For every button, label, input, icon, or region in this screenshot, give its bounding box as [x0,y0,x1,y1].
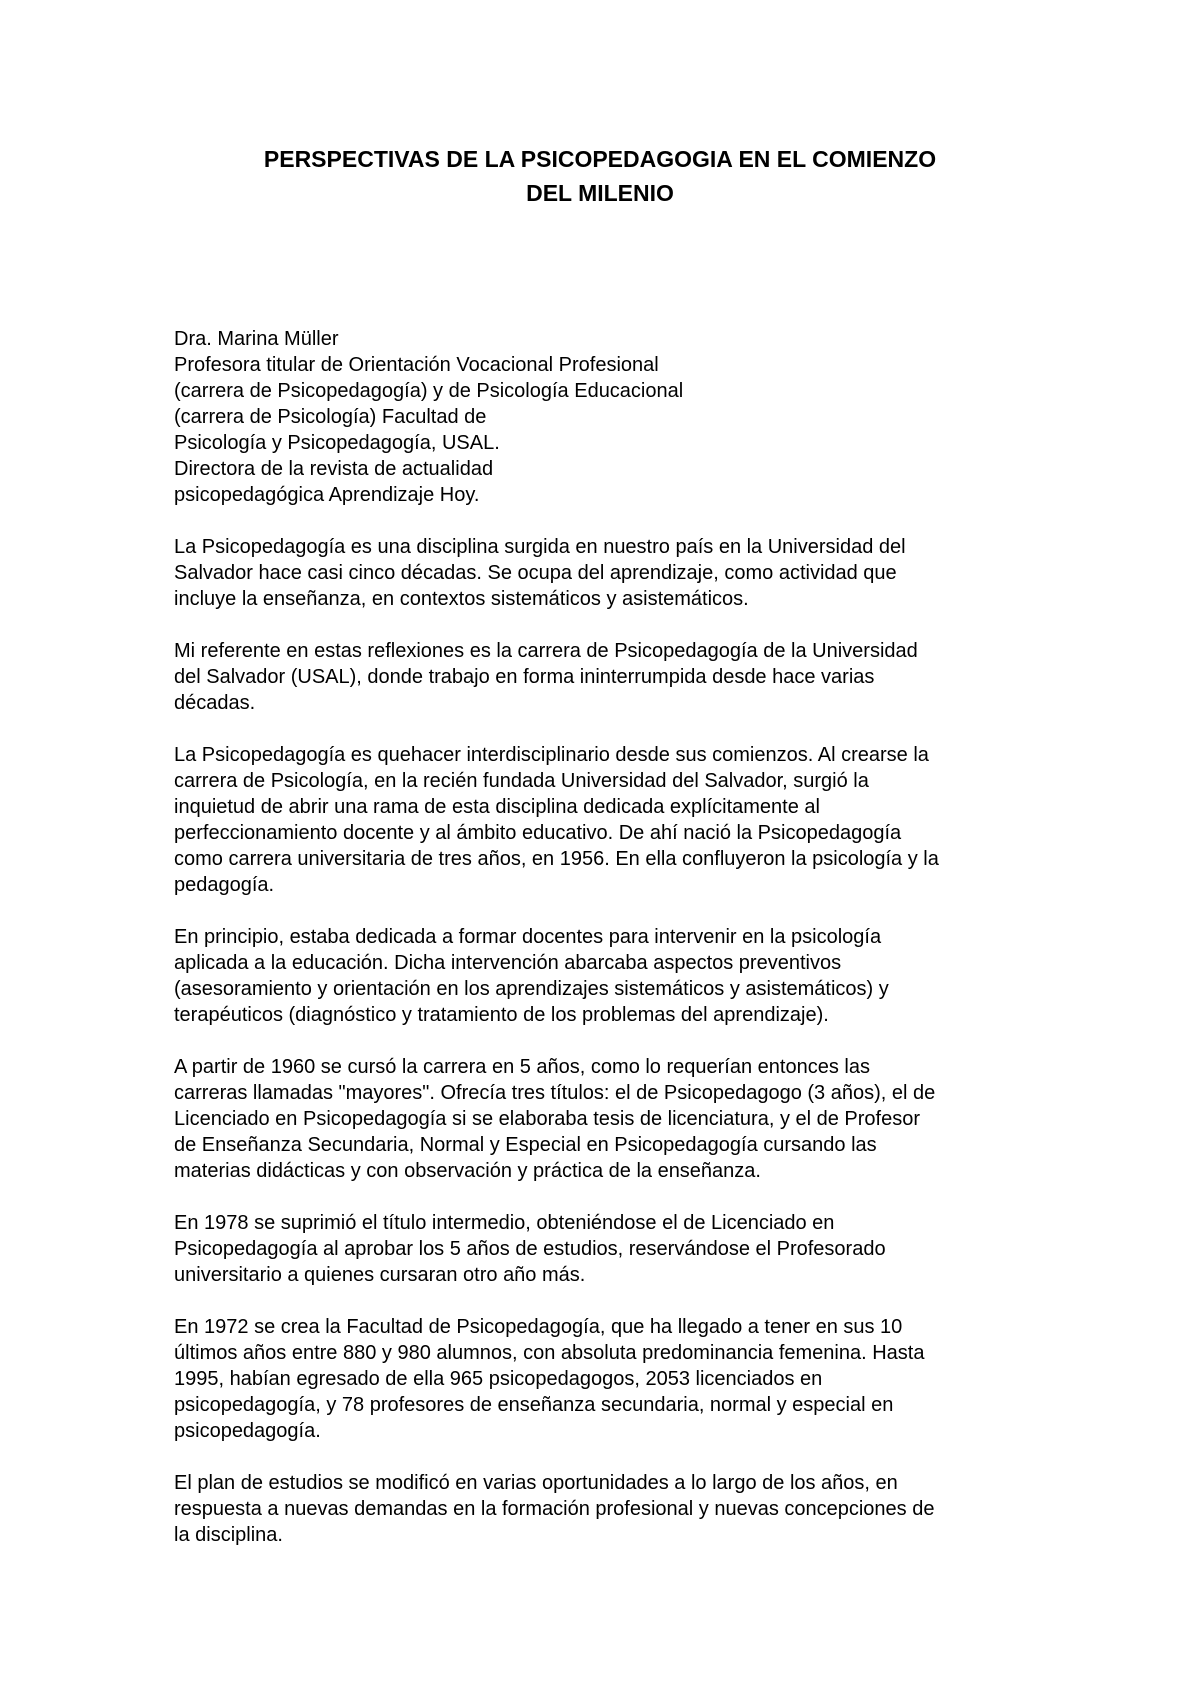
paragraph [174,1470,1054,1548]
text-line: Licenciado en Psicopedagogía si se elaboraba tesis de licenciatura, y el de Profesor [174,1108,921,1130]
text-line: materias didácticas y con observación y práctica de la enseñanza. [174,1160,761,1182]
text-line: psicopedagogía, y 78 profesores de enseñanza secundaria, normal y especial en [174,1394,894,1416]
text-line: aplicada a la educación. Dicha intervención abarcaba aspectos preventivos [174,952,842,974]
paragraph [174,1054,1054,1184]
document-body [174,326,1054,1574]
text-line: del Salvador (USAL), donde trabajo en forma ininterrumpida desde hace varias [174,666,875,688]
text-line: En 1978 se suprimió el título intermedio, obteniéndose el de Licenciado en [174,1212,835,1234]
author-name: Dra. Marina Müller [174,328,339,350]
author-affiliation-line: psicopedagógica Aprendizaje Hoy. [174,484,480,506]
paragraph [174,742,1054,898]
paragraph [174,638,1054,716]
paragraph [174,924,1054,1028]
text-line: 1995, habían egresado de ella 965 psicopedagogos, 2053 licenciados en [174,1368,823,1390]
author-affiliation-line: (carrera de Psicología) Facultad de [174,406,487,428]
text-line: la disciplina. [174,1524,283,1546]
text-line: inquietud de abrir una rama de esta disciplina dedicada explícitamente al [174,796,820,818]
author-affiliation-line: Profesora titular de Orientación Vocacional Profesional [174,354,659,376]
text-line: psicopedagogía. [174,1420,321,1442]
text-line: Psicopedagogía al aprobar los 5 años de estudios, reservándose el Profesorado [174,1238,886,1260]
text-line: En principio, estaba dedicada a formar docentes para intervenir en la psicología [174,926,882,948]
document-title [150,142,1050,210]
text-line: incluye la enseñanza, en contextos sistemáticos y asistemáticos. [174,588,749,610]
text-line: En 1972 se crea la Facultad de Psicopedagogía, que ha llegado a tener en sus 10 [174,1316,903,1338]
text-line: últimos años entre 880 y 980 alumnos, con absoluta predominancia femenina. Hasta [174,1342,925,1364]
text-line: A partir de 1960 se cursó la carrera en 5 años, como lo requerían entonces las [174,1056,870,1078]
text-line: carrera de Psicología, en la recién fundada Universidad del Salvador, surgió la [174,770,869,792]
text-line: universitario a quienes cursaran otro año más. [174,1264,586,1286]
text-line: La Psicopedagogía es una disciplina surgida en nuestro país en la Universidad del [174,536,906,558]
text-line: respuesta a nuevas demandas en la formación profesional y nuevas concepciones de [174,1498,935,1520]
text-line: Mi referente en estas reflexiones es la carrera de Psicopedagogía de la Universidad [174,640,918,662]
author-affiliation-line: (carrera de Psicopedagogía) y de Psicología Educacional [174,380,684,402]
paragraph [174,1210,1054,1288]
text-line: como carrera universitaria de tres años, en 1956. En ella confluyeron la psicología y la [174,848,939,870]
title-line: DEL MILENIO [526,180,674,206]
paragraph [174,534,1054,612]
paragraph [174,1314,1054,1444]
text-line: carreras llamadas "mayores". Ofrecía tres títulos: el de Psicopedagogo (3 años), el de [174,1082,936,1104]
author-affiliation-line: Psicología y Psicopedagogía, USAL. [174,432,500,454]
title-line: PERSPECTIVAS DE LA PSICOPEDAGOGIA EN EL COMIENZO [263,146,937,172]
text-line: El plan de estudios se modificó en varias oportunidades a lo largo de los años, en [174,1472,898,1494]
text-line: terapéuticos (diagnóstico y tratamiento de los problemas del aprendizaje). [174,1004,829,1026]
text-line: perfeccionamiento docente y al ámbito educativo. De ahí nació la Psicopedagogía [174,822,902,844]
author-info [174,326,1054,508]
text-line: La Psicopedagogía es quehacer interdisciplinario desde sus comienzos. Al crearse la [174,744,929,766]
text-line: Salvador hace casi cinco décadas. Se ocupa del aprendizaje, como actividad que [174,562,897,584]
text-line: décadas. [174,692,256,714]
text-line: de Enseñanza Secundaria, Normal y Especial en Psicopedagogía cursando las [174,1134,877,1156]
text-line: (asesoramiento y orientación en los aprendizajes sistemáticos y asistemáticos) y [174,978,889,1000]
author-affiliation-line: Directora de la revista de actualidad [174,458,494,480]
text-line: pedagogía. [174,874,275,896]
